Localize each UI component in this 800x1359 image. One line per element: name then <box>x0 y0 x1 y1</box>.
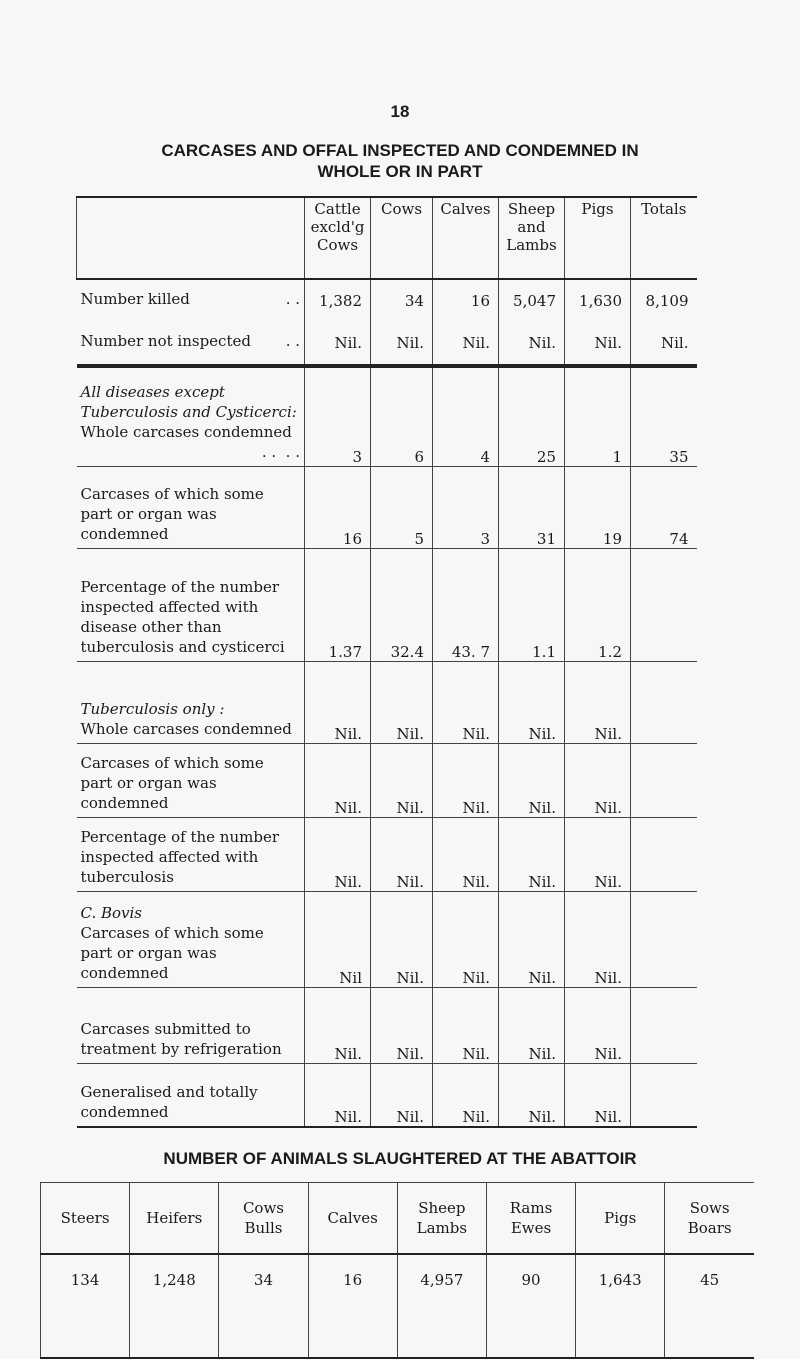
cell: Nil. <box>565 743 631 817</box>
cell: Nil. <box>565 891 631 987</box>
col-header: Cows Bulls <box>219 1183 308 1255</box>
cell: Nil. <box>305 661 371 743</box>
cell: 34 <box>219 1254 308 1358</box>
cell <box>631 817 697 891</box>
cell: 1,382 <box>305 279 371 322</box>
title-line-1: CARCASES AND OFFAL INSPECTED AND CONDEMNED IN <box>161 141 639 160</box>
cell: Nil. <box>433 817 499 891</box>
cell: Nil. <box>499 743 565 817</box>
cell: Nil. <box>371 891 433 987</box>
row-label: All diseases except Tuberculosis and Cysticerci: Whole carcases condemned . . . . <box>77 366 305 466</box>
section-heading: Tuberculosis only : <box>80 699 225 718</box>
row-label: Carcases of which some part or organ was condemned <box>77 743 305 817</box>
row-label: Number not inspected . . <box>80 332 300 350</box>
abattoir-values-row <box>41 1254 755 1358</box>
cell: Nil. <box>499 891 565 987</box>
cell: 1 <box>565 366 631 466</box>
cell: 4,957 <box>397 1254 486 1358</box>
col-header: Totals <box>631 197 697 279</box>
cell: Nil. <box>305 322 371 366</box>
page-title <box>40 140 760 182</box>
col-header: Pigs <box>565 197 631 279</box>
cell: Nil. <box>305 817 371 891</box>
header-blank <box>77 197 305 279</box>
table-row <box>77 891 697 987</box>
cell: Nil. <box>371 322 433 366</box>
col-header: Steers <box>41 1183 130 1255</box>
row-label: Percentage of the number inspected affected with disease other than tuberculosis and cysticerci <box>77 548 305 661</box>
cell: 31 <box>499 466 565 548</box>
cell <box>631 661 697 743</box>
cell: 1.2 <box>565 548 631 661</box>
table-row <box>77 661 697 743</box>
cell: 25 <box>499 366 565 466</box>
table-row <box>77 366 697 466</box>
cell: Nil. <box>433 987 499 1063</box>
row-label: Carcases of which some part or organ was condemned <box>77 466 305 548</box>
cell: 16 <box>308 1254 397 1358</box>
cell: Nil. <box>433 322 499 366</box>
carcases-table <box>76 196 697 1128</box>
page-number: 18 <box>390 102 410 121</box>
cell <box>631 1063 697 1127</box>
cell: Nil. <box>433 1063 499 1127</box>
table-row <box>77 548 697 661</box>
cell: 1.37 <box>305 548 371 661</box>
cell: Nil. <box>305 743 371 817</box>
carcases-header-row <box>77 197 697 279</box>
cell: Nil. <box>371 743 433 817</box>
cell: 1,248 <box>130 1254 219 1358</box>
cell: 4 <box>433 366 499 466</box>
col-header: Calves <box>308 1183 397 1255</box>
abattoir-table <box>40 1182 754 1359</box>
col-header: Rams Ewes <box>486 1183 575 1255</box>
cell: Nil <box>305 891 371 987</box>
cell: 32.4 <box>371 548 433 661</box>
cell: 3 <box>433 466 499 548</box>
cell: 3 <box>305 366 371 466</box>
cell <box>631 891 697 987</box>
row-label: Generalised and totally condemned <box>77 1063 305 1127</box>
cell: Nil. <box>631 322 697 366</box>
cell: Nil. <box>433 891 499 987</box>
col-header: Sheep and Lambs <box>499 197 565 279</box>
row-label: Carcases submitted to treatment by refrigeration <box>77 987 305 1063</box>
cell: 35 <box>631 366 697 466</box>
col-header: Pigs <box>576 1183 665 1255</box>
cell: 34 <box>371 279 433 322</box>
cell: 43. 7 <box>433 548 499 661</box>
cell: Nil. <box>499 661 565 743</box>
cell: Nil. <box>305 987 371 1063</box>
cell: 19 <box>565 466 631 548</box>
cell: Nil. <box>371 661 433 743</box>
cell: 1,630 <box>565 279 631 322</box>
section-heading: All diseases except Tuberculosis and Cysticerci: <box>80 382 297 421</box>
col-header: Heifers <box>130 1183 219 1255</box>
cell <box>631 743 697 817</box>
table-row <box>77 1063 697 1127</box>
cell: Nil. <box>433 661 499 743</box>
cell: Nil. <box>305 1063 371 1127</box>
cell: 16 <box>305 466 371 548</box>
cell: Nil. <box>499 987 565 1063</box>
row-label: Number killed . . <box>80 290 300 308</box>
cell: 1.1 <box>499 548 565 661</box>
cell: Nil. <box>371 1063 433 1127</box>
col-header: Cows <box>371 197 433 279</box>
cell: Nil. <box>499 817 565 891</box>
cell <box>631 548 697 661</box>
cell: Nil. <box>499 322 565 366</box>
table-row <box>77 743 697 817</box>
cell: 74 <box>631 466 697 548</box>
row-label: Tuberculosis only : Whole carcases condemned <box>77 661 305 743</box>
cell: 8,109 <box>631 279 697 322</box>
row-label: C. Bovis Carcases of which some part or organ was condemned <box>77 891 305 987</box>
cell: 6 <box>371 366 433 466</box>
cell <box>631 987 697 1063</box>
abattoir-header-row <box>41 1183 755 1255</box>
cell: Nil. <box>565 322 631 366</box>
cell: Nil. <box>371 817 433 891</box>
table-row <box>77 279 697 322</box>
table-row <box>77 987 697 1063</box>
cell: 1,643 <box>576 1254 665 1358</box>
cell: Nil. <box>565 987 631 1063</box>
table-row <box>77 466 697 548</box>
section-heading: C. Bovis <box>80 903 143 922</box>
cell: Nil. <box>499 1063 565 1127</box>
abattoir-heading: NUMBER OF ANIMALS SLAUGHTERED AT THE ABATTOIR <box>163 1149 637 1168</box>
col-header: Sows Boars <box>665 1183 754 1255</box>
cell: 90 <box>486 1254 575 1358</box>
cell: Nil. <box>433 743 499 817</box>
cell: 16 <box>433 279 499 322</box>
cell: Nil. <box>565 817 631 891</box>
cell: 5,047 <box>499 279 565 322</box>
row-label: Percentage of the number inspected affected with tuberculosis <box>77 817 305 891</box>
table-row <box>77 322 697 366</box>
col-header: Sheep Lambs <box>397 1183 486 1255</box>
cell: 134 <box>41 1254 130 1358</box>
cell: 5 <box>371 466 433 548</box>
cell: Nil. <box>565 661 631 743</box>
table-row <box>77 817 697 891</box>
cell: Nil. <box>565 1063 631 1127</box>
col-header: Cattle excld'g Cows <box>305 197 371 279</box>
cell: Nil. <box>371 987 433 1063</box>
col-header: Calves <box>433 197 499 279</box>
cell: 45 <box>665 1254 754 1358</box>
title-line-2: WHOLE OR IN PART <box>317 162 483 181</box>
